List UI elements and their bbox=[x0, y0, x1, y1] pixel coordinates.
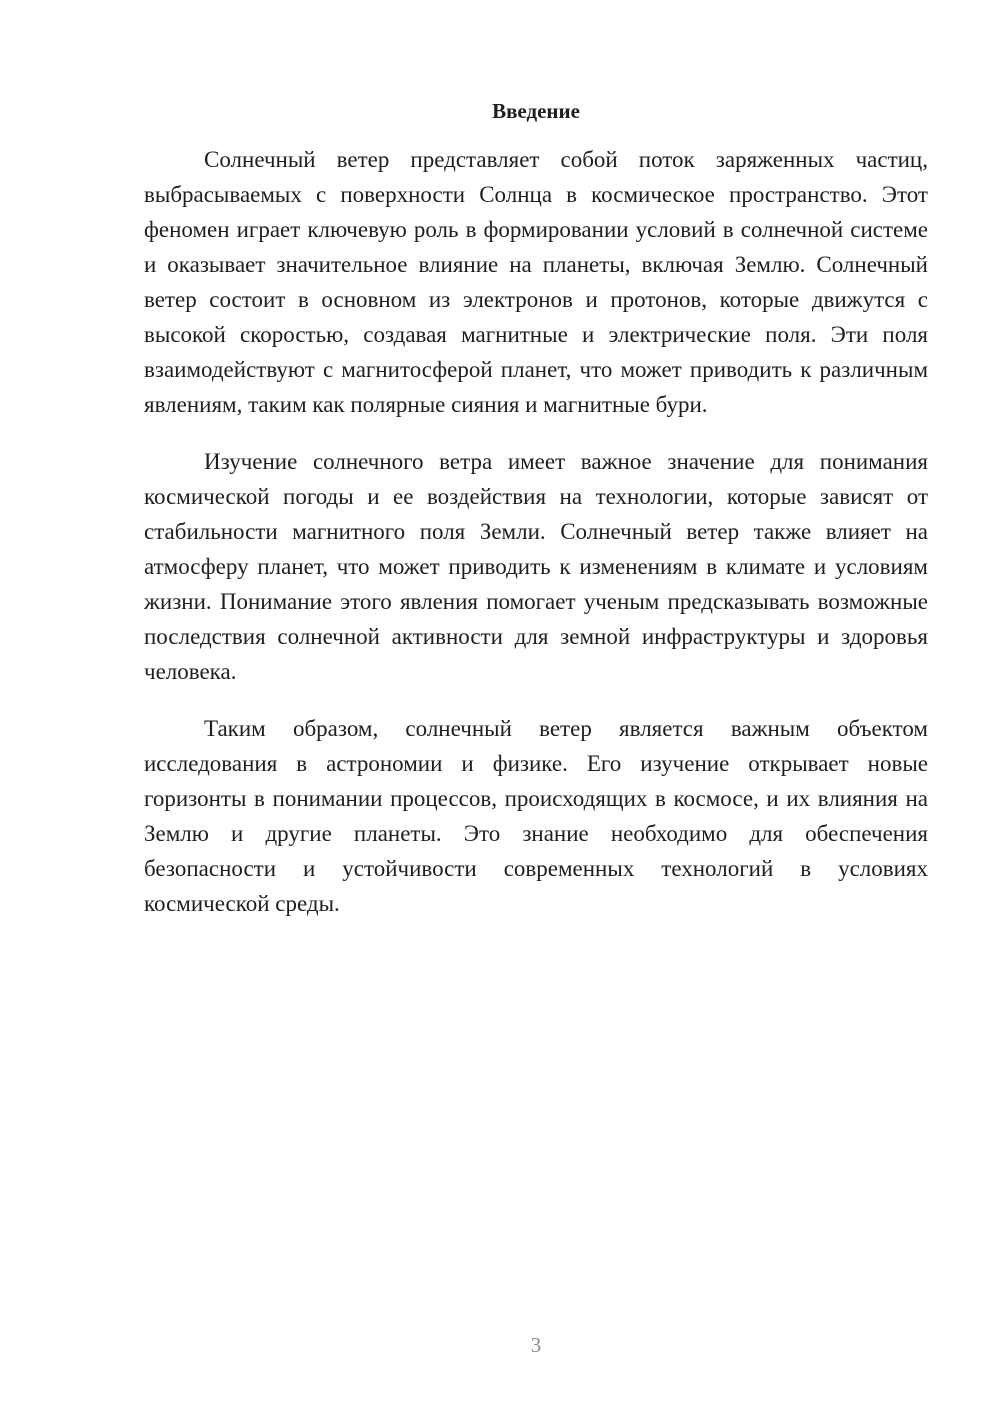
page-content bbox=[144, 96, 928, 943]
paragraph-2: Изучение солнечного ветра имеет важное значение для понимания космической погоды и ее воздействия на технологии, которые зависят от стабильности магнитного поля Земли. Солнечный ветер также влияет на атмосферу планет, что может приводить к изменениям в климате и условиям жизни. Понимание этого явления помогает ученым предсказывать возможные последствия солнечной активности для земной инфраструктуры и здоровья человека. bbox=[144, 449, 928, 684]
paragraph-3: Таким образом, солнечный ветер является важным объектом исследования в астрономии и физике. Его изучение открывает новые горизонты в понимании процессов, происходящих в космосе, и их влияния на Землю и другие планеты. Это знание необходимо для обеспечения безопасности и устойчивости современных технологий в условиях космической среды. bbox=[144, 716, 928, 916]
section-heading: Введение bbox=[492, 99, 580, 123]
paragraph-1: Солнечный ветер представляет собой поток заряженных частиц, выбрасываемых с поверхности Солнца в космическое пространство. Этот феномен играет ключевую роль в формировании условий в солнечной системе и оказывает значительное влияние на планеты, включая Землю. Солнечный ветер состоит в основном из электронов и протонов, которые движутся с высокой скоростью, создавая магнитные и электрические поля. Эти поля взаимодействуют с магнитосферой планет, что может приводить к различным явлениям, таким как полярные сияния и магнитные бури. bbox=[144, 147, 928, 417]
page-number: 3 bbox=[530, 1333, 542, 1357]
